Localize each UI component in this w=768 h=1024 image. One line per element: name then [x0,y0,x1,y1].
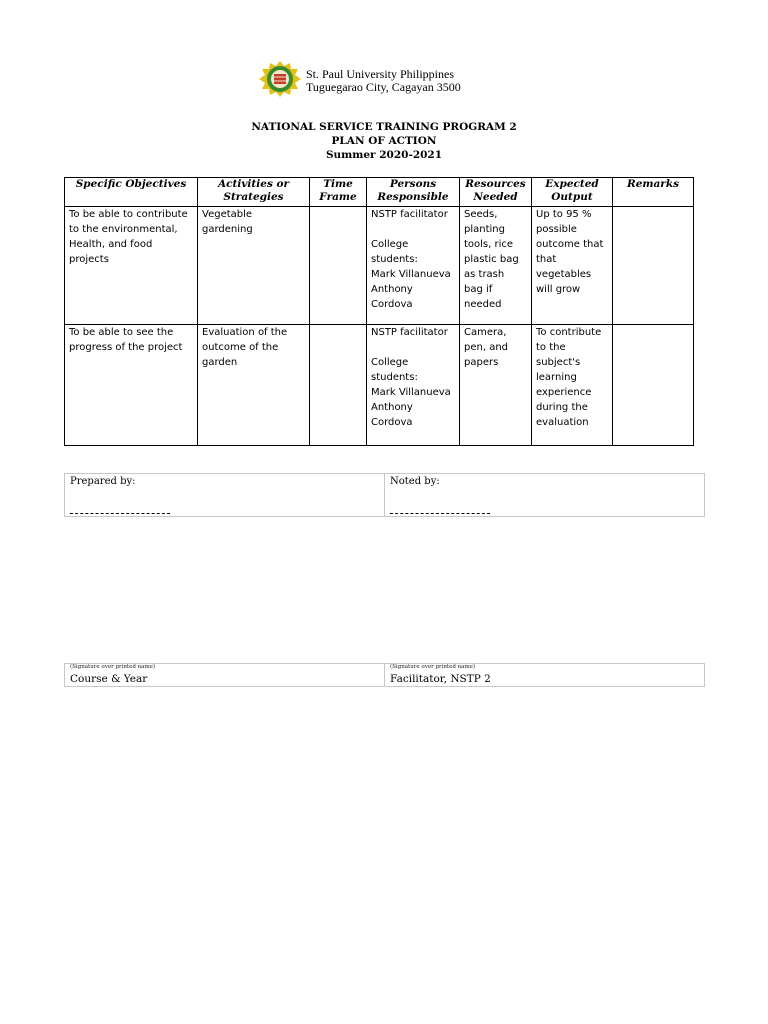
cell-text: Health, and food [69,239,153,250]
cell-text: garden [202,357,238,368]
cell-persons [367,325,460,446]
column-header [310,178,367,207]
cell-text: projects [69,254,109,265]
cell-resources [460,207,532,325]
cell-time-frame [310,207,367,325]
cell-objectives [65,325,198,446]
cell-text: Up to 95 % [536,209,592,220]
cell-text: Camera, [464,327,507,338]
cell-text: gardening [202,224,253,235]
university-name: St. Paul University Philippines [306,67,455,81]
prepared-by-cell [65,474,385,516]
cell-text: Cordova [371,299,413,310]
column-header-text: Persons [389,178,437,190]
cell-text: To be able to contribute [69,209,188,220]
signature-right-cell [385,664,705,686]
column-header [65,178,198,207]
column-header-text: Activities or [217,178,290,190]
cell-text [371,222,455,237]
cell-text: that [536,254,557,265]
signature-left-cell [65,664,385,686]
cell-remarks [613,325,694,446]
column-header-text: Remarks [626,178,680,190]
cell-text: Anthony [371,284,413,295]
cell-text: progress of the project [69,342,183,353]
course-year-label: Course & Year [70,673,148,685]
university-info [306,68,461,94]
cell-text: NSTP facilitator [371,327,448,338]
cell-text: College [371,239,409,250]
column-header [613,178,694,207]
cell-text: will grow [536,284,581,295]
signature-note-left: (Signature over printed name) [70,664,156,670]
cell-objectives [65,207,198,325]
cell-text: Evaluation of the [202,327,288,338]
noted-by-cell [385,474,705,516]
approval-box [64,473,705,517]
cell-text: College [371,357,409,368]
cell-text: plastic bag [464,254,519,265]
cell-text: experience [536,387,592,398]
cell-activities [198,325,310,446]
cell-text: Mark Villanueva [371,387,451,398]
cell-text: Anthony [371,402,413,413]
cell-text: outcome of the [202,342,279,353]
cell-text: evaluation [536,417,589,428]
column-header-text: Needed [473,191,518,203]
cell-text: vegetables [536,269,592,280]
column-header-text: Specific Objectives [75,178,187,190]
table-row [65,207,694,325]
plan-title: PLAN OF ACTION [331,135,437,147]
cell-text: Mark Villanueva [371,269,451,280]
column-header [367,178,460,207]
facilitator-label: Facilitator, NSTP 2 [390,673,491,685]
cell-text: needed [464,299,502,310]
column-header-text: Output [551,191,593,203]
cell-output [532,325,613,446]
university-seal-icon [258,60,302,98]
term-title: Summer 2020-2021 [325,149,443,161]
column-header-text: Time [323,178,353,190]
cell-text: to the environmental, [69,224,178,235]
letterhead [258,58,518,102]
column-header-text: Resources [465,178,526,190]
cell-text: Vegetable [202,209,253,220]
cell-output [532,207,613,325]
cell-text: papers [464,357,499,368]
column-header-text: Strategies [223,191,284,203]
noted-by-label: Noted by: [390,476,440,487]
signature-box [64,663,705,687]
cell-text [371,340,455,355]
prepared-by-label: Prepared by: [70,476,136,487]
cell-text: students: [371,372,418,383]
cell-text: to the [536,342,566,353]
cell-time-frame [310,325,367,446]
column-header-text: Expected [545,178,599,190]
cell-text: Seeds, [464,209,498,220]
cell-text: possible [536,224,577,235]
cell-text: bag if [464,284,493,295]
cell-text: learning [536,372,577,383]
cell-remarks [613,207,694,325]
column-header-text: Responsible [377,191,449,203]
cell-text: outcome that [536,239,604,250]
column-header-text: Frame [319,191,357,203]
signature-note-right: (Signature over printed name) [390,664,476,670]
cell-text: To be able to see the [69,327,174,338]
cell-text: students: [371,254,418,265]
cell-text: planting [464,224,505,235]
column-header [532,178,613,207]
column-header [198,178,310,207]
prepared-by-signature-line [70,510,170,514]
table-row [65,325,694,446]
cell-activities [198,207,310,325]
program-title: NATIONAL SERVICE TRAINING PROGRAM 2 [251,121,517,133]
cell-text: To contribute [536,327,602,338]
cell-text: pen, and [464,342,509,353]
cell-text: NSTP facilitator [371,209,448,220]
document-titles [0,120,768,162]
column-header [460,178,532,207]
noted-by-signature-line [390,510,490,514]
university-address: Tuguegarao City, Cagayan 3500 [306,80,461,94]
cell-persons [367,207,460,325]
cell-text: subject's [536,357,581,368]
cell-resources [460,325,532,446]
cell-text: tools, rice [464,239,514,250]
cell-text: Cordova [371,417,413,428]
table-header-row [65,178,694,207]
cell-text: as trash [464,269,505,280]
plan-of-action-table [64,177,694,446]
cell-text: during the [536,402,588,413]
